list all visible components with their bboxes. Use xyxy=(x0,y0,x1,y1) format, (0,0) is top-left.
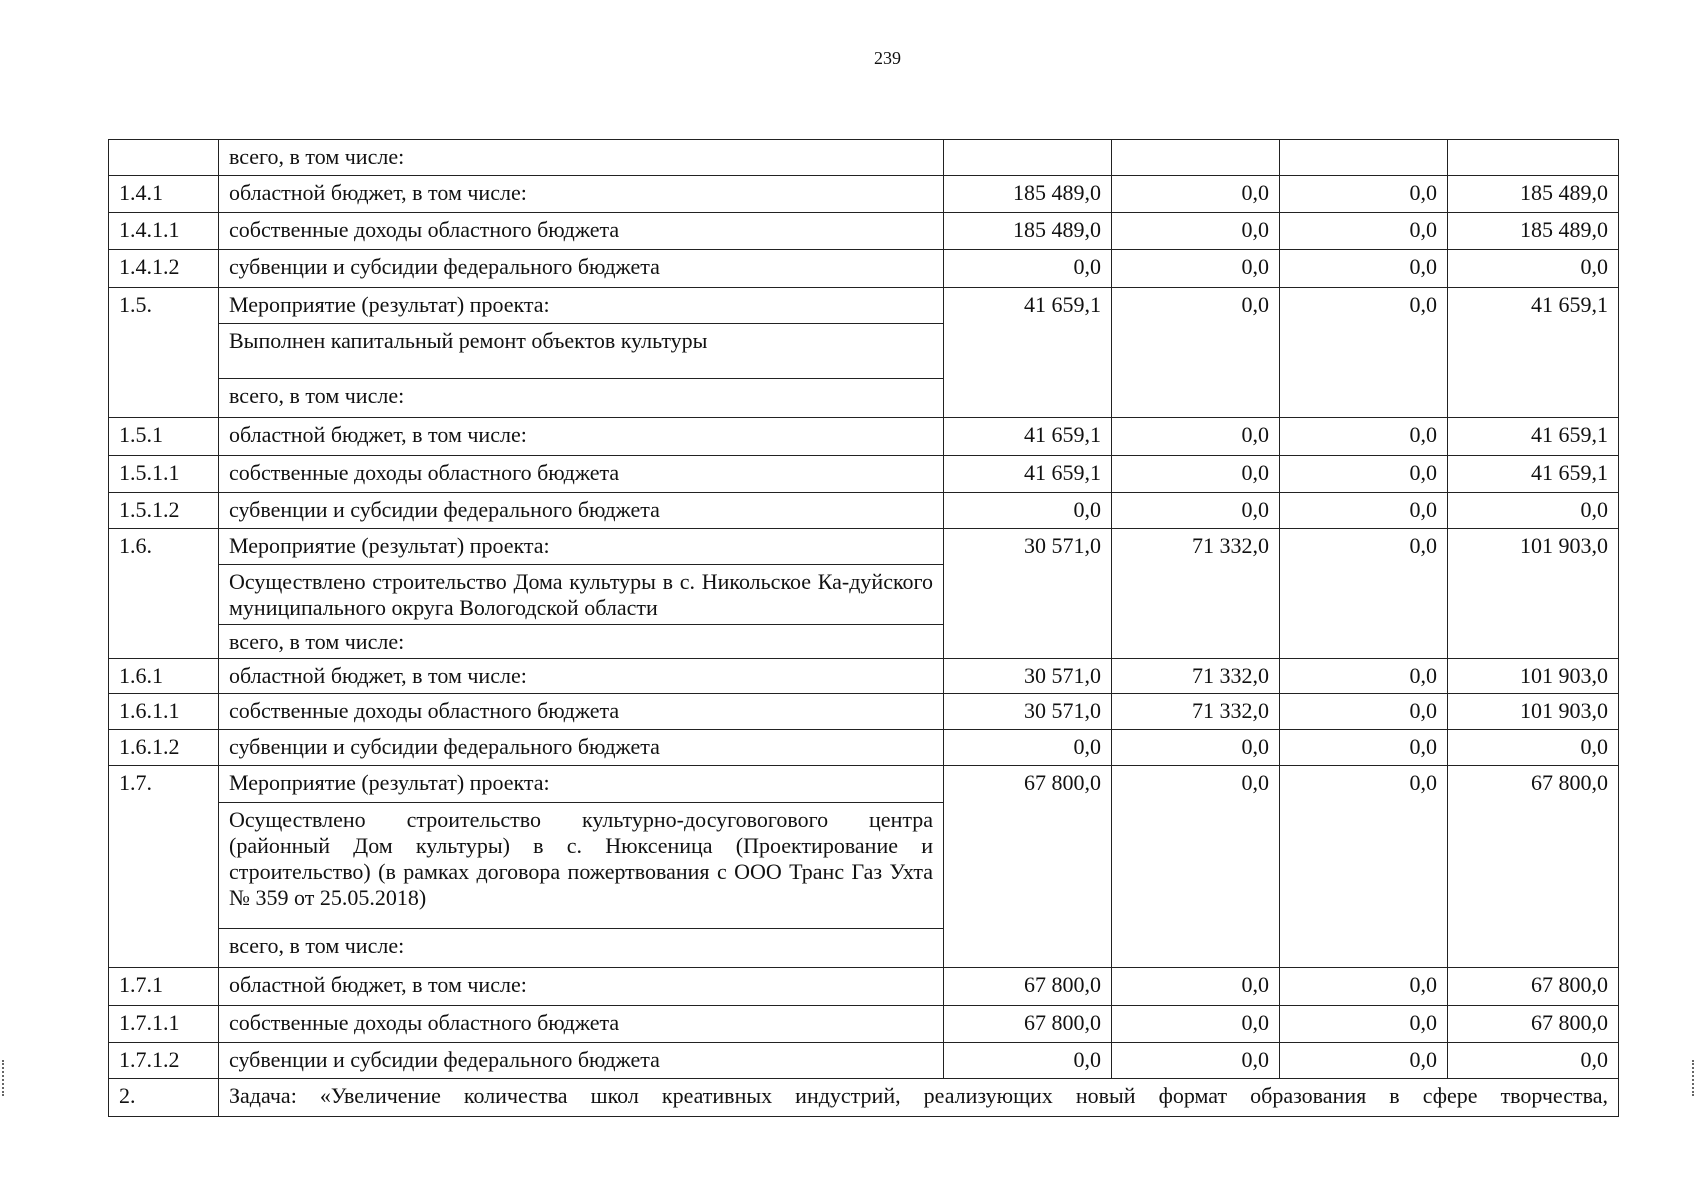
description-cell: собственные доходы областного бюджета xyxy=(219,694,944,730)
table-row xyxy=(109,659,1619,694)
code-cell: 1.4.1.1 xyxy=(109,213,219,250)
value-cell: 71 332,0 xyxy=(1112,659,1280,694)
value-cell: 0,0 xyxy=(1280,176,1448,213)
value-cell: 0,0 xyxy=(1448,1043,1619,1079)
value-cell: 0,0 xyxy=(1280,766,1448,968)
code-cell: 1.7. xyxy=(109,766,219,968)
value-cell: 185 489,0 xyxy=(1448,213,1619,250)
scan-edge-mark-right xyxy=(1692,1060,1696,1096)
table-row xyxy=(109,250,1619,288)
value-cell: 0,0 xyxy=(1280,659,1448,694)
value-cell: 0,0 xyxy=(1112,730,1280,766)
scan-edge-mark-left xyxy=(2,1060,6,1096)
description-cell: субвенции и субсидии федерального бюджета xyxy=(219,493,944,529)
table-row xyxy=(109,176,1619,213)
value-cell: 67 800,0 xyxy=(1448,968,1619,1006)
table-row xyxy=(109,529,1619,565)
code-cell xyxy=(109,140,219,176)
value-cell: 0,0 xyxy=(1448,730,1619,766)
value-cell: 185 489,0 xyxy=(1448,176,1619,213)
value-cell: 0,0 xyxy=(1280,213,1448,250)
description-cell: Выполнен капитальный ремонт объектов культуры xyxy=(219,324,944,379)
value-cell: 71 332,0 xyxy=(1112,694,1280,730)
description-cell: собственные доходы областного бюджета xyxy=(219,1006,944,1043)
value-cell: 0,0 xyxy=(1112,176,1280,213)
description-cell: всего, в том числе: xyxy=(219,140,944,176)
description-cell: всего, в том числе: xyxy=(219,929,944,968)
code-cell: 1.6.1.2 xyxy=(109,730,219,766)
description-cell: Мероприятие (результат) проекта: xyxy=(219,529,944,565)
value-cell: 67 800,0 xyxy=(944,968,1112,1006)
value-cell: 185 489,0 xyxy=(944,176,1112,213)
code-cell: 1.7.1.1 xyxy=(109,1006,219,1043)
value-cell: 0,0 xyxy=(1112,250,1280,288)
value-cell: 0,0 xyxy=(1280,968,1448,1006)
page-number: 239 xyxy=(874,48,901,68)
value-cell: 0,0 xyxy=(944,250,1112,288)
value-cell: 0,0 xyxy=(1280,493,1448,529)
value-cell: 67 800,0 xyxy=(1448,766,1619,968)
value-cell: 30 571,0 xyxy=(944,694,1112,730)
table-row xyxy=(109,766,1619,803)
value-cell: 0,0 xyxy=(1280,694,1448,730)
value-cell: 0,0 xyxy=(1112,213,1280,250)
value-cell: 0,0 xyxy=(944,1043,1112,1079)
table-row xyxy=(109,694,1619,730)
value-cell: 41 659,1 xyxy=(944,418,1112,456)
task-description-cell: Задача: «Увеличение количества школ креативных индустрий, реализующих новый формат образования в сфере творчества, xyxy=(219,1079,1619,1117)
value-cell: 41 659,1 xyxy=(1448,418,1619,456)
table-row xyxy=(109,288,1619,324)
budget-table xyxy=(108,139,1619,1117)
description-cell: всего, в том числе: xyxy=(219,379,944,418)
value-cell: 0,0 xyxy=(1112,1043,1280,1079)
table-row xyxy=(109,1006,1619,1043)
description-cell: областной бюджет, в том числе: xyxy=(219,968,944,1006)
value-cell: 0,0 xyxy=(1280,456,1448,493)
value-cell: 41 659,1 xyxy=(1448,456,1619,493)
value-cell: 0,0 xyxy=(1112,493,1280,529)
table-row xyxy=(109,493,1619,529)
value-cell: 0,0 xyxy=(944,730,1112,766)
code-cell: 1.6. xyxy=(109,529,219,659)
value-cell: 30 571,0 xyxy=(944,659,1112,694)
value-cell: 101 903,0 xyxy=(1448,659,1619,694)
code-cell: 1.7.1.2 xyxy=(109,1043,219,1079)
value-cell xyxy=(944,140,1112,176)
table-row xyxy=(109,1043,1619,1079)
description-cell: Осуществлено строительство культурно-досуговогового центра (районный Дом культуры) в с. Нюксеница (Проектирование и строительство) (в рамках договора пожертвования с ООО Транс Газ Ухта № 359 от 25.05.2018) xyxy=(219,803,944,929)
table-row xyxy=(109,730,1619,766)
table-row xyxy=(109,456,1619,493)
value-cell: 101 903,0 xyxy=(1448,694,1619,730)
value-cell: 67 800,0 xyxy=(944,766,1112,968)
table-row xyxy=(109,968,1619,1006)
code-cell: 1.4.1 xyxy=(109,176,219,213)
description-cell: областной бюджет, в том числе: xyxy=(219,176,944,213)
description-cell: собственные доходы областного бюджета xyxy=(219,213,944,250)
description-cell: областной бюджет, в том числе: xyxy=(219,659,944,694)
value-cell xyxy=(1280,140,1448,176)
value-cell: 0,0 xyxy=(1280,730,1448,766)
value-cell: 0,0 xyxy=(1280,418,1448,456)
code-cell: 1.7.1 xyxy=(109,968,219,1006)
code-cell: 1.5.1.1 xyxy=(109,456,219,493)
description-cell: Мероприятие (результат) проекта: xyxy=(219,288,944,324)
value-cell: 0,0 xyxy=(1112,766,1280,968)
value-cell: 0,0 xyxy=(1280,1043,1448,1079)
description-cell: областной бюджет, в том числе: xyxy=(219,418,944,456)
value-cell: 0,0 xyxy=(1112,418,1280,456)
value-cell: 0,0 xyxy=(1448,250,1619,288)
value-cell: 41 659,1 xyxy=(1448,288,1619,418)
value-cell: 41 659,1 xyxy=(944,456,1112,493)
value-cell: 101 903,0 xyxy=(1448,529,1619,659)
code-cell: 1.6.1.1 xyxy=(109,694,219,730)
value-cell: 0,0 xyxy=(1448,493,1619,529)
value-cell: 185 489,0 xyxy=(944,213,1112,250)
description-cell: субвенции и субсидии федерального бюджета xyxy=(219,730,944,766)
code-cell: 1.5. xyxy=(109,288,219,418)
value-cell: 67 800,0 xyxy=(1448,1006,1619,1043)
value-cell: 0,0 xyxy=(1280,1006,1448,1043)
value-cell xyxy=(1112,140,1280,176)
description-cell: Осуществлено строительство Дома культуры в с. Никольское Ка-дуйского муниципального округа Вологодской области xyxy=(219,565,944,625)
code-cell: 1.6.1 xyxy=(109,659,219,694)
value-cell: 41 659,1 xyxy=(944,288,1112,418)
code-cell: 2. xyxy=(109,1079,219,1117)
description-cell: собственные доходы областного бюджета xyxy=(219,456,944,493)
value-cell: 0,0 xyxy=(1112,968,1280,1006)
code-cell: 1.5.1 xyxy=(109,418,219,456)
code-cell: 1.5.1.2 xyxy=(109,493,219,529)
value-cell: 0,0 xyxy=(1280,288,1448,418)
value-cell: 0,0 xyxy=(1112,1006,1280,1043)
value-cell: 0,0 xyxy=(1280,250,1448,288)
description-cell: субвенции и субсидии федерального бюджета xyxy=(219,250,944,288)
value-cell xyxy=(1448,140,1619,176)
value-cell: 0,0 xyxy=(944,493,1112,529)
value-cell: 0,0 xyxy=(1112,456,1280,493)
value-cell: 30 571,0 xyxy=(944,529,1112,659)
table-row xyxy=(109,140,1619,176)
description-cell: всего, в том числе: xyxy=(219,625,944,659)
value-cell: 0,0 xyxy=(1112,288,1280,418)
description-cell: Мероприятие (результат) проекта: xyxy=(219,766,944,803)
value-cell: 0,0 xyxy=(1280,529,1448,659)
code-cell: 1.4.1.2 xyxy=(109,250,219,288)
value-cell: 67 800,0 xyxy=(944,1006,1112,1043)
table-row xyxy=(109,213,1619,250)
description-cell: субвенции и субсидии федерального бюджета xyxy=(219,1043,944,1079)
table-row xyxy=(109,418,1619,456)
table-row xyxy=(109,1079,1619,1117)
value-cell: 71 332,0 xyxy=(1112,529,1280,659)
